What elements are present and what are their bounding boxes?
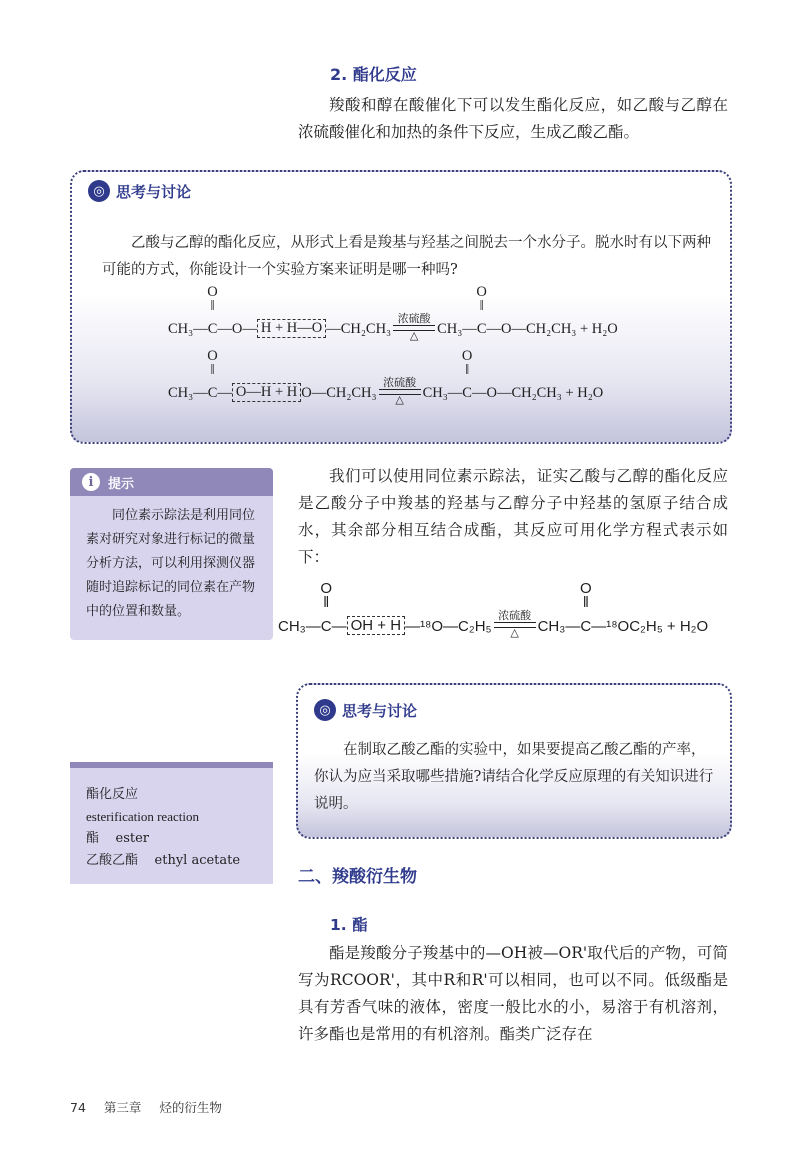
eq2-ethoxy: O—CH₂CH₃ xyxy=(301,385,377,401)
iso-carbonyl-o: O ‖ xyxy=(320,580,333,611)
iso-dash: — xyxy=(331,618,347,635)
equation-2 xyxy=(168,348,604,406)
iso-labeled-ethanol: ¹⁸O—C₂H₅ xyxy=(420,618,492,635)
eq2-water-group: O—H + H xyxy=(232,383,301,402)
eq1-ethyl: —CH₂CH₃ xyxy=(326,321,392,337)
eq1-water-group: H + H—O xyxy=(257,319,326,338)
glossary-term-1: 酯化反应 xyxy=(86,787,139,802)
ester-paragraph xyxy=(298,940,728,1048)
page-number: 74 xyxy=(70,1100,86,1115)
equation-1 xyxy=(168,284,618,342)
discussion-text-1 xyxy=(102,230,712,284)
iso-c: C xyxy=(320,618,332,635)
discussion-icon: ◎ xyxy=(88,180,110,202)
tip-text: 同位素示踪法是利用同位素对研究对象进行标记的微量分析方法，可以利用探测仪器随时追踪标记的同位素在产物中的位置和数量。 xyxy=(86,508,256,619)
eq2-arrow xyxy=(379,378,421,406)
tip-body xyxy=(70,496,273,634)
intro-paragraph xyxy=(298,92,728,146)
discussion-box-2 xyxy=(296,683,732,839)
tip-heading: 提示 xyxy=(108,476,135,492)
eq1-catalyst: 浓硫酸 xyxy=(397,313,431,325)
eq1-prod-carbonyl xyxy=(476,284,487,338)
glossary-panel xyxy=(70,762,273,884)
iso-dash2: — xyxy=(405,618,421,635)
iso-prod-ch3: CH₃— xyxy=(537,618,581,635)
eq1-heat: △ xyxy=(409,330,419,342)
isotope-text: 我们可以使用同位素示踪法，证实乙酸与乙醇的酯化反应是乙酸分子中羧基的羟基与乙醇分子中羟基的氢原子结合成水，其余部分相互结合成酯，其反应可用化学方程式表示如下： xyxy=(298,467,728,566)
eq1-c: C xyxy=(207,321,218,337)
eq2-prod-carbonyl xyxy=(461,348,473,402)
chapter-label: 第三章 xyxy=(103,1100,142,1115)
iso-water-group: OH + H xyxy=(347,616,405,635)
subsection-title-ester: 1. 酯 xyxy=(330,916,368,934)
ester-text: 酯是羧酸分子羧基中的—OH被—OR'取代后的产物，可简写为RCOOR'，其中R和R'可以相同，也可以不同。低级酯是具有芳香气味的液体，密度一般比水的小，易溶于有机溶剂，许多酯也是常用的有机溶剂。酯类广泛存在 xyxy=(298,944,728,1043)
eq2-heat: △ xyxy=(395,394,404,406)
eq1-prod-ch3: CH₃— xyxy=(437,321,477,337)
isotope-paragraph xyxy=(298,463,728,571)
discussion-question-2: 在制取乙酸乙酯的实验中，如果要提高乙酸乙酯的产率，你认为应当采取哪些措施?请结合化学反应原理的有关知识进行说明。 xyxy=(314,742,714,812)
iso-prod-carbonyl xyxy=(579,580,592,635)
info-icon: i xyxy=(82,473,100,491)
section-title-esterification: 2. 酯化反应 xyxy=(330,65,417,84)
discussion-heading-1 xyxy=(88,180,191,202)
discussion-heading-text: 思考与讨论 xyxy=(116,182,192,201)
discussion-question-1: 乙酸与乙醇的酯化反应，从形式上看是羧基与羟基之间脱去一个水分子。脱水时有以下两种可能的方式，你能设计一个实验方案来证明是哪一种吗? xyxy=(102,235,711,278)
eq2-prod-c: C xyxy=(462,385,472,401)
eq2-prod-ch3: CH₃— xyxy=(422,385,463,401)
eq1-prod-carbonyl-o: O ‖ xyxy=(476,284,487,314)
discussion-heading-text-2: 思考与讨论 xyxy=(342,701,418,720)
eq2-prod-carbonyl-o: O ‖ xyxy=(461,348,473,378)
section-heading-derivatives: 二、羧酸衍生物 xyxy=(298,867,417,887)
iso-heat: △ xyxy=(510,627,519,639)
iso-prod-c: C xyxy=(580,618,592,635)
iso-arrow xyxy=(494,611,536,639)
isotope-equation xyxy=(278,580,709,639)
eq2-carbonyl-o: O ‖ xyxy=(207,348,218,378)
iso-catalyst: 浓硫酸 xyxy=(498,610,532,622)
eq1-prod-c: C xyxy=(476,321,487,337)
iso-prod-carbonyl-o: O ‖ xyxy=(579,580,592,611)
eq1-arrow xyxy=(393,314,435,342)
glossary-term-3: 酯 ester xyxy=(86,831,150,846)
eq1-o-bond: —O— xyxy=(217,321,257,337)
tip-header xyxy=(70,468,273,496)
eq2-dash: — xyxy=(217,385,232,401)
iso-carbonyl xyxy=(320,580,333,635)
eq2-ch3: CH₃— xyxy=(168,385,208,401)
discussion-icon-2: ◎ xyxy=(314,699,336,721)
eq1-carbonyl xyxy=(207,284,218,338)
discussion-box-1 xyxy=(70,170,732,444)
eq1-prod-tail: —O—CH₂CH₃ + H₂O xyxy=(486,321,618,337)
eq2-carbonyl xyxy=(207,348,218,402)
eq2-c: C xyxy=(207,385,218,401)
iso-ch3: CH₃— xyxy=(278,618,321,635)
iso-prod-tail: —¹⁸OC₂H₅ + H₂O xyxy=(591,618,709,635)
page-footer xyxy=(70,1098,236,1116)
glossary-term-4: 乙酸乙酯 ethyl acetate xyxy=(86,853,241,868)
eq2-prod-tail: —O—CH₂CH₃ + H₂O xyxy=(471,385,604,401)
eq2-catalyst: 浓硫酸 xyxy=(383,377,417,389)
glossary-term-2: esterification reaction xyxy=(86,809,199,824)
discussion-heading-2 xyxy=(314,699,417,721)
chapter-title: 烃的衍生物 xyxy=(159,1100,222,1115)
eq1-ch3: CH₃— xyxy=(168,321,208,337)
eq1-carbonyl-o: O ‖ xyxy=(207,284,218,314)
intro-text: 羧酸和醇在酸催化下可以发生酯化反应，如乙酸与乙醇在浓硫酸催化和加热的条件下反应，生成乙酸乙酯。 xyxy=(298,96,728,141)
discussion-text-2 xyxy=(314,737,714,818)
tip-panel xyxy=(70,468,273,640)
